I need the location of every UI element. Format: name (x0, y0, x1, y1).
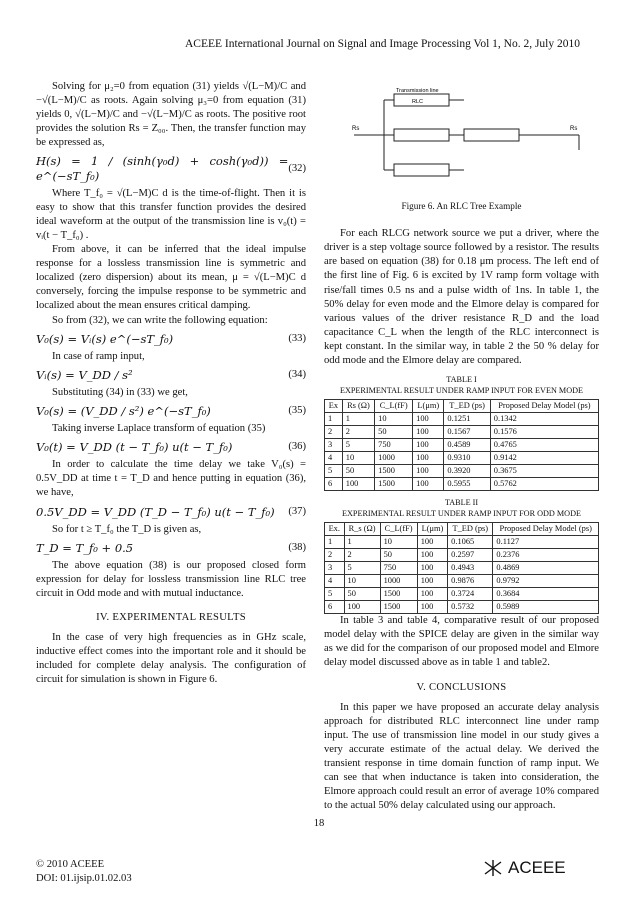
table-cell: 100 (417, 588, 447, 601)
table-cell: 0.9310 (444, 452, 490, 465)
doi: DOI: 01.ijsip.01.02.03 (36, 873, 132, 884)
table-cell: 1 (342, 413, 374, 426)
table-header: T_ED (ps) (448, 523, 493, 536)
table-row (325, 465, 599, 478)
paragraph: So from (32), we can write the following equation: (52, 314, 268, 326)
table-cell: 100 (344, 601, 380, 614)
footer (36, 858, 132, 886)
section-heading: IV. EXPERIMENTAL RESULTS (96, 612, 246, 624)
paragraph: Solving for μ₂=0 from equation (31) yields √(L−M)/C and −√(L−M)/C as roots. Again solving μ₃=0 from equation (31) yields 0, √(L−M)/C and −√(L−M)/C as roots. The positive root provides the solution Rs = Z₀₀. Then, the transfer function may be expressed as, (36, 81, 306, 149)
table-cell: 100 (413, 439, 444, 452)
table-cell: 0.1567 (444, 426, 490, 439)
table-cell: 1000 (375, 452, 413, 465)
table-cell: 0.3724 (448, 588, 493, 601)
table-cell: 10 (344, 575, 380, 588)
table-cell: 10 (380, 536, 417, 549)
figure-caption: Figure 6. An RLC Tree Example (401, 201, 522, 212)
table-cell: 5 (344, 562, 380, 575)
paragraph: The above equation (38) is our proposed closed form expression for delay for lossless transmission line RLC tree circuit in Odd mode and with mutual inductance. (36, 559, 306, 599)
table-cell: 0.1342 (490, 413, 598, 426)
table-header: R_s (Ω) (344, 523, 380, 536)
table-header: C_L(fF) (380, 523, 417, 536)
table-cell: 750 (380, 562, 417, 575)
table-cell: 0.2597 (448, 549, 493, 562)
table-header: Rs (Ω) (342, 400, 374, 413)
table-cell: 3 (325, 562, 345, 575)
table-cell: 4 (325, 452, 343, 465)
table-cell: 0.2376 (493, 549, 599, 562)
table-cell: 1000 (380, 575, 417, 588)
table-row (325, 452, 599, 465)
table-header: C_L(fF) (375, 400, 413, 413)
table-cell: 0.9142 (490, 452, 598, 465)
logo-icon (482, 859, 504, 877)
page-number: 18 (313, 818, 325, 829)
equation-36: V₀(t) = V_DD (t − T_f₀) u(t − T_f₀) (36) (36, 440, 306, 455)
table-cell: 5 (325, 588, 345, 601)
table-row (325, 601, 599, 614)
rs-label-2: Rs (570, 126, 578, 132)
table-cell: 0.4943 (448, 562, 493, 575)
table2-title: TABLE II (444, 498, 479, 508)
table-cell: 1500 (380, 588, 417, 601)
paragraph: In this paper we have proposed an accurate delay analysis approach for distributed RLC interconnect line under ramp input. The use of transmission line model in our study gives a very accurate estimate of the actual delay. We derived the transient response in time domain function of ramp input. We can see that when inductance is taken into consideration, the Elmore approach could result an error of average 10% compared to the actual 50% delay calculated using our approach. (324, 701, 599, 812)
table-cell: 0.5955 (444, 478, 490, 491)
table-cell: 2 (325, 549, 345, 562)
paragraph: In table 3 and table 4, comparative result of our proposed model delay with the SPICE delay are given in the similar way as we did for the comparison of our proposed model and Elmore delay model discussed above as in table 1 and table2. (324, 615, 599, 669)
rlc-tree-figure (324, 80, 599, 190)
table-cell: 100 (417, 562, 447, 575)
table-cell: 10 (342, 452, 374, 465)
table-cell: 2 (325, 426, 343, 439)
table-cell: 50 (375, 426, 413, 439)
table-cell: 6 (325, 601, 345, 614)
table-row (325, 575, 599, 588)
table-cell: 0.1251 (444, 413, 490, 426)
table-cell: 0.4765 (490, 439, 598, 452)
table-cell: 0.3920 (444, 465, 490, 478)
table1-title: TABLE I (446, 375, 477, 385)
table-cell: 4 (325, 575, 345, 588)
logo-text: ACEEE (508, 858, 566, 877)
table-cell: 1 (325, 413, 343, 426)
table-row (325, 562, 599, 575)
copyright: © 2010 ACEEE (36, 859, 105, 870)
table-cell: 0.1576 (490, 426, 598, 439)
table-cell: 50 (380, 549, 417, 562)
table-cell: 100 (417, 575, 447, 588)
table-cell: 100 (342, 478, 374, 491)
table-cell: 0.4589 (444, 439, 490, 452)
table-cell: 1 (344, 536, 380, 549)
table-cell: 1500 (375, 478, 413, 491)
paragraph: In the case of very high frequencies as in GHz scale, inductive effect comes into the important role and it should be included for complete delay analysis. The configuration of circuit for simulation is shown in Figure 6. (36, 632, 306, 686)
paragraph: Where T_f₀ = √(L−M)C d is the time-of-flight. Then it is easy to show that this transfer function provides the desired ideal waveform at the output of the transmission line is v₀(t) = vᵢ(t − T_f₀) . (36, 187, 306, 241)
equation-37: 0.5V_DD = V_DD (T_D − T_f₀) u(t − T_f₀) (37) (36, 504, 306, 519)
equation-33: V₀(s) = Vᵢ(s) e^(−sT_f₀) (33) (36, 331, 306, 346)
table-cell: 2 (344, 549, 380, 562)
section-heading: V. CONCLUSIONS (416, 681, 507, 693)
rs-label: Rs (352, 126, 360, 132)
table-row (325, 549, 599, 562)
equation-38: T_D = T_f₀ + 0.5 (38) (36, 540, 306, 555)
table-cell: 100 (417, 549, 447, 562)
table-cell: 100 (413, 426, 444, 439)
right-column (324, 80, 599, 813)
table-cell: 1 (325, 536, 345, 549)
journal-header: ACEEE International Journal on Signal and Image Processing Vol 1, No. 2, July 2010 (185, 38, 580, 50)
table-cell: 1500 (375, 465, 413, 478)
paragraph: Substituting (34) in (33) we get, (52, 386, 188, 398)
paragraph: In case of ramp input, (52, 350, 145, 362)
table-header: Proposed Delay Model (ps) (490, 400, 598, 413)
paragraph: So for t ≥ T_f₀ the T_D is given as, (52, 523, 202, 535)
table-header: Ex. (325, 523, 345, 536)
table-cell: 100 (413, 465, 444, 478)
table-cell: 100 (417, 601, 447, 614)
table-cell: 100 (413, 413, 444, 426)
tl-label: Transmission line (396, 88, 439, 94)
table-header: Proposed Delay Model (ps) (493, 523, 599, 536)
table-header: L(μm) (413, 400, 444, 413)
table1-caption: EXPERIMENTAL RESULT UNDER RAMP INPUT FOR EVEN MODE (339, 386, 584, 396)
paragraph: In order to calculate the time delay we take V₀(s) = 0.5V_DD at time t = T_D and hence putting in equation (36), we have, (36, 459, 306, 499)
table-cell: 50 (342, 465, 374, 478)
aceee-logo (482, 858, 566, 878)
table-cell: 5 (325, 465, 343, 478)
table-cell: 750 (375, 439, 413, 452)
table2-caption: EXPERIMENTAL RESULT UNDER RAMP INPUT FOR ODD MODE (342, 509, 581, 519)
table-cell: 0.5732 (448, 601, 493, 614)
table-cell: 0.9876 (448, 575, 493, 588)
paragraph: For each RLCG network source we put a driver, where the driver is a step voltage source followed by a resistor. The results are based on equation (38) for 0.18 μm process. The left end of the first line of Fig. 6 is excited by 1V ramp form voltage with rise/fall times 0.5 ns and a pulse width of 1ns. In table 1, the 50% delay for even mode and the Elmore delay is compared for various values of the driver resistance R_D and the load capacitance C_L when the length of the RLC interconnect is kept constant. In the similar way, in table 2 the 50 % delay for odd mode and the Elmore delay are compared. (324, 228, 599, 367)
rlc-label: RLC (412, 99, 424, 105)
table-cell: 2 (342, 426, 374, 439)
table2 (324, 522, 599, 614)
table-cell: 0.5989 (493, 601, 599, 614)
table-cell: 0.5762 (490, 478, 598, 491)
table-cell: 0.1065 (448, 536, 493, 549)
left-column (36, 80, 306, 688)
table-cell: 0.1127 (493, 536, 599, 549)
table-cell: 6 (325, 478, 343, 491)
table-row (325, 413, 599, 426)
table-cell: 0.3684 (493, 588, 599, 601)
table-cell: 100 (413, 478, 444, 491)
table-row (325, 439, 599, 452)
equation-32: H(s) = 1 / (sinh(γ₀d) + cosh(γ₀d)) = e^(−sT_f₀) (32) (36, 154, 306, 183)
table-cell: 3 (325, 439, 343, 452)
paragraph: From above, it can be inferred that the ideal impulse response for a lossless transmission line is symmetric and localized (zero dispersion) about its mean, μ = √(L−M)C d conversely, forcing the impulse response to be symmetric and localized about the mean ensures critical damping. (36, 244, 306, 312)
table-row (325, 478, 599, 491)
table-cell: 0.9792 (493, 575, 599, 588)
table-header: Ex (325, 400, 343, 413)
paragraph: Taking inverse Laplace transform of equation (35) (52, 423, 266, 435)
table-cell: 1500 (380, 601, 417, 614)
table-cell: 0.3675 (490, 465, 598, 478)
table-cell: 100 (413, 452, 444, 465)
table-cell: 10 (375, 413, 413, 426)
table-cell: 50 (344, 588, 380, 601)
table-header: T_ED (ps) (444, 400, 490, 413)
table-row (325, 588, 599, 601)
equation-35: V₀(s) = (V_DD / s²) e^(−sT_f₀) (35) (36, 403, 306, 418)
equation-34: Vᵢ(s) = V_DD / s² (34) (36, 367, 306, 382)
table-cell: 100 (417, 536, 447, 549)
table-cell: 5 (342, 439, 374, 452)
table-cell: 0.4869 (493, 562, 599, 575)
table-row (325, 536, 599, 549)
table1 (324, 399, 599, 491)
table-row (325, 426, 599, 439)
table-header: L(μm) (417, 523, 447, 536)
